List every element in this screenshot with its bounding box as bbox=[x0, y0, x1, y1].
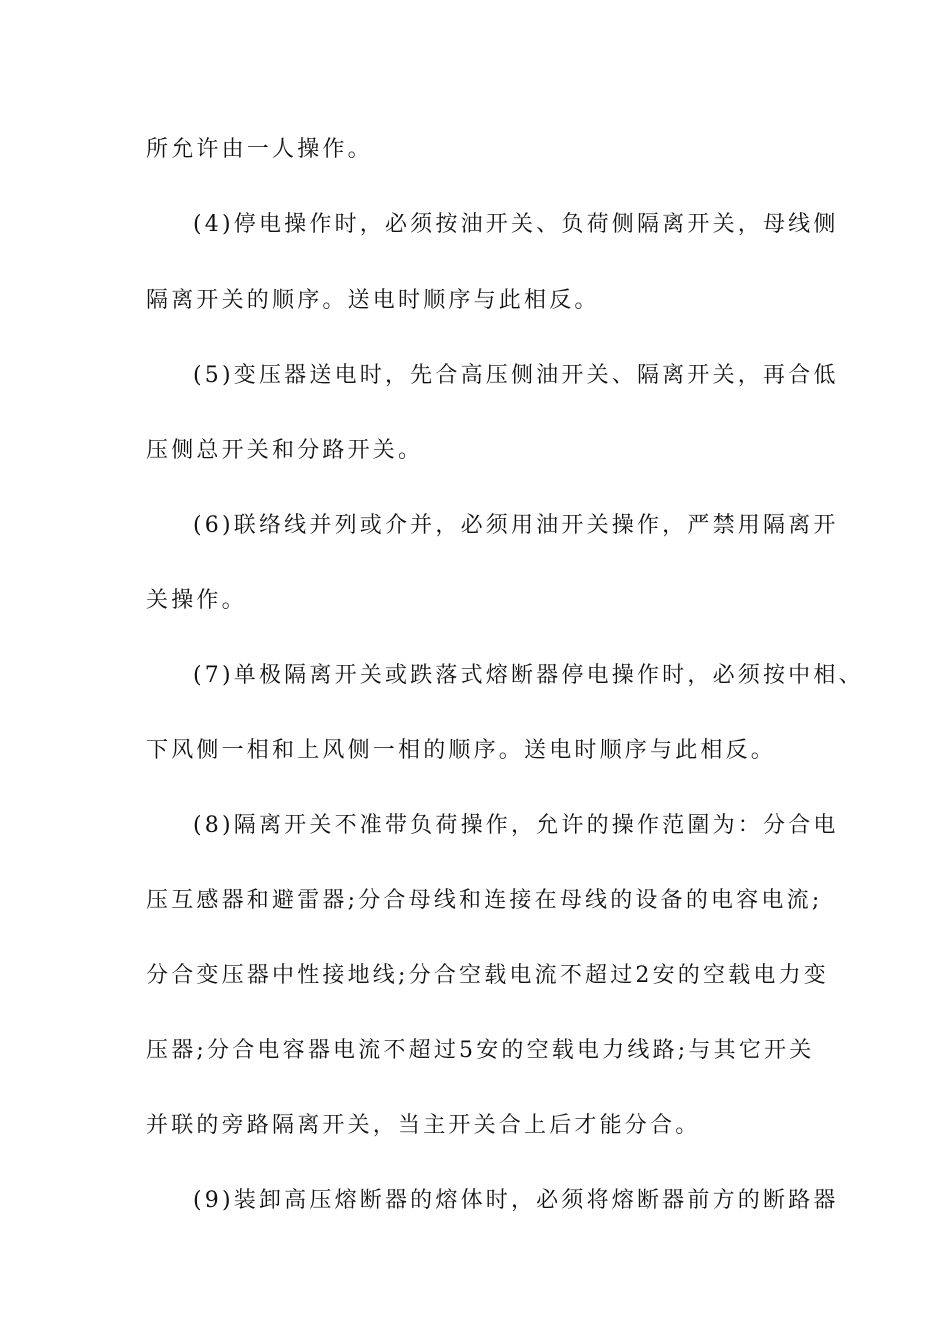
text-line-6: (6)联络线并列或介并，必须用油开关操作，严禁用隔离开 bbox=[193, 513, 839, 538]
text-line-3: 隔离开关的顺序。送电时顺序与此相反。 bbox=[146, 288, 600, 313]
text-line-12: 分合变压器中性接地线;分合空载电流不超过2安的空载电力变 bbox=[146, 963, 830, 988]
text-line-15: (9)装卸高压熔断器的熔体时，必须将熔断器前方的断路器 bbox=[193, 1188, 839, 1213]
text-line-10: (8)隔离开关不准带负荷操作，允许的操作范圍为：分合电 bbox=[193, 813, 839, 838]
text-line-7: 关操作。 bbox=[146, 588, 247, 613]
text-line-14: 并联的旁路隔离开关，当主开关合上后才能分合。 bbox=[146, 1113, 701, 1138]
text-line-11: 压互感器和避雷器;分合母线和连接在母线的设备的电容电流; bbox=[146, 888, 823, 913]
text-line-8: (7)单极隔离开关或跌落式熔断器停电操作时，必须按中相、 bbox=[193, 663, 864, 688]
text-line-4: (5)变压器送电时，先合高压侧油开关、隔离开关，再合低 bbox=[193, 363, 839, 388]
text-line-13: 压器;分合电容器电流不超过5安的空载电力线路;与其它开关 bbox=[146, 1038, 815, 1063]
text-line-1: 所允许由一人操作。 bbox=[146, 137, 373, 162]
text-line-5: 压侧总开关和分路开关。 bbox=[146, 438, 424, 463]
text-line-9: 下风侧一相和上风侧一相的顺序。送电时顺序与此相反。 bbox=[146, 738, 777, 763]
text-line-2: (4)停电操作时，必须按油开关、负荷侧隔离开关，母线侧 bbox=[193, 212, 839, 237]
